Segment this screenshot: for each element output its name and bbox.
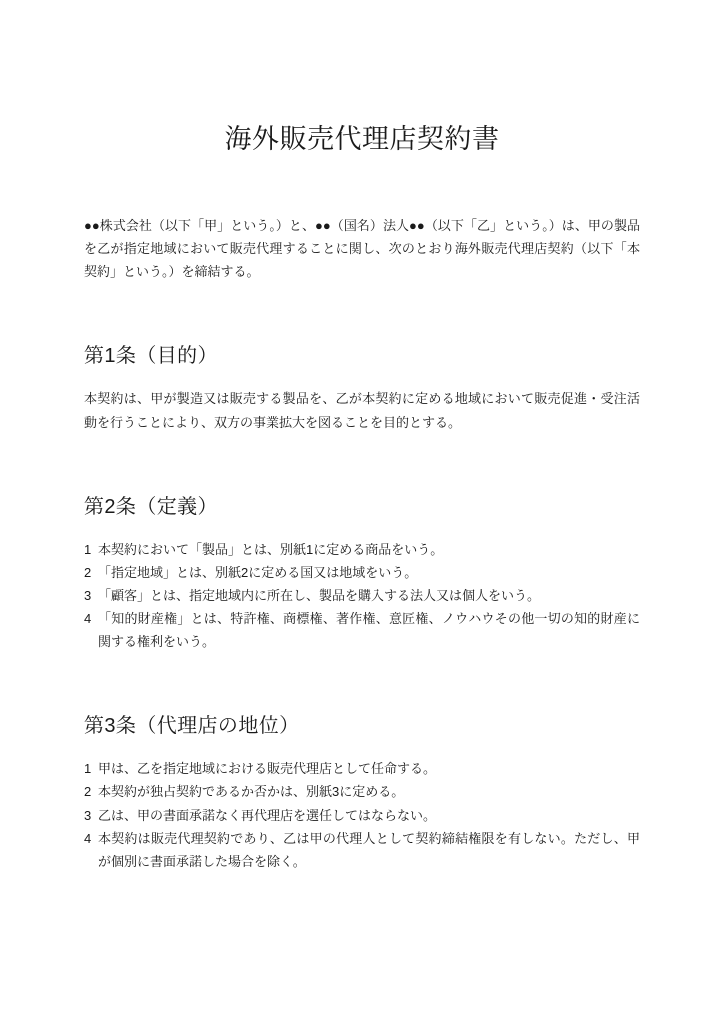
clause-number: 4 [84,611,92,627]
clause-number: 1 [84,541,92,557]
article-2-heading: 第2条（定義） [84,495,218,518]
clause-number: 3 [84,587,92,603]
clause-item [84,757,640,780]
clause-text: 「指定地域」とは、別紙2に定める国又は地域をいう。 [98,564,418,580]
clause-item [84,827,640,873]
clause-item [84,780,640,803]
article-3 [84,653,640,873]
clause-item [84,561,640,584]
document-title: 海外販売代理店契約書 [224,124,500,154]
clause-text: 「顧客」とは、指定地域内に所在し、製品を購入する法人又は個人をいう。 [98,587,541,603]
clause-number: 2 [84,564,92,580]
clause-number: 4 [84,830,92,846]
preamble-paragraph: ●●株式会社（以下「甲」という。）と、●●（国名）法人●●（以下「乙」という。）は、甲の製品を乙が指定地域において販売代理することに関し、次のとおり海外販売代理店契約（以下「本契約」という。）を締結する。 [84,218,640,280]
article-2-clause-list [84,538,640,654]
clause-number: 1 [84,761,92,777]
clause-text: 乙は、甲の書面承諾なく再代理店を選任してはならない。 [98,807,437,823]
clause-text: 本契約において「製品」とは、別紙1に定める商品をいう。 [98,541,444,557]
clause-item [84,804,640,827]
clause-text: 「知的財産権」とは、特許権、商標権、著作権、意匠権、ノウハウその他一切の知的財産に関する権利をいう。 [98,611,640,650]
article-3-heading: 第3条（代理店の地位） [84,715,300,738]
clause-text: 本契約が独占契約であるか否かは、別紙3に定める。 [98,784,405,800]
clause-item [84,607,640,653]
clause-number: 2 [84,784,92,800]
clause-text: 甲は、乙を指定地域における販売代理店として任命する。 [98,761,437,777]
article-2 [84,434,640,654]
clause-text: 本契約は販売代理契約であり、乙は甲の代理人として契約締結権限を有しない。ただし、甲が個別に書面承諾した場合を除く。 [98,830,640,869]
clause-number: 3 [84,807,92,823]
clause-item [84,538,640,561]
article-1-heading: 第1条（目的） [84,345,218,368]
article-3-clause-list [84,757,640,873]
article-1-body: 本契約は、甲が製造又は販売する製品を、乙が本契約に定める地域において販売促進・受注活動を行うことにより、双方の事業拡大を図ることを目的とする。 [84,391,640,430]
clause-item [84,584,640,607]
article-1 [84,283,640,433]
